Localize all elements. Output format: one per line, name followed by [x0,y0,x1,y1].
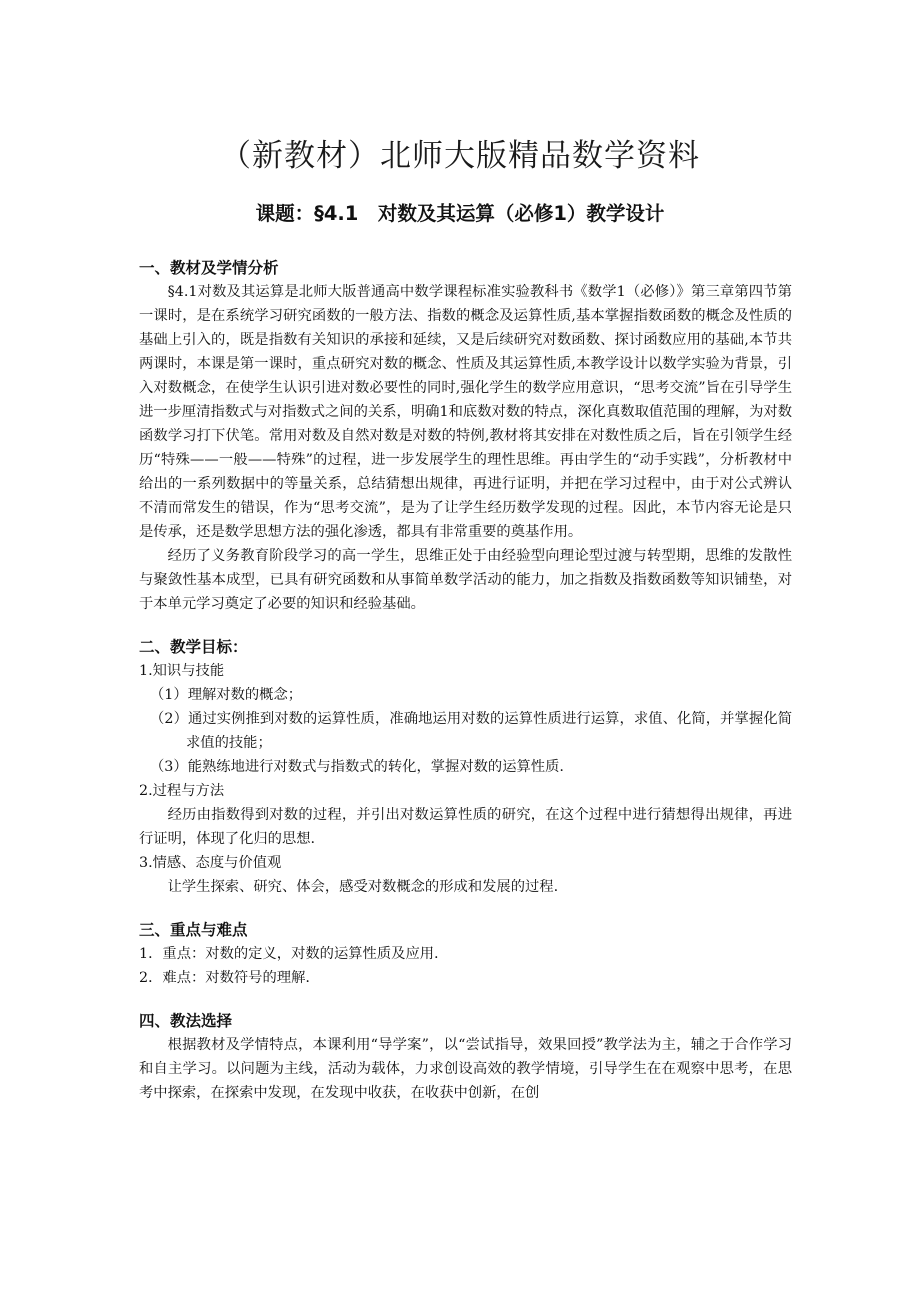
document-body [139,256,792,1105]
keypoint-item-1: 1．重点：对数的定义，对数的运算性质及应用. [139,946,439,962]
section3-heading: 三、重点与难点 [139,921,248,939]
objective-knowledge-heading: 1.知识与技能 [139,663,225,679]
document-title: （新教材）北师大版精品数学资料 [220,138,700,174]
section4-heading: 四、教法选择 [139,1012,233,1030]
objective-process-text: 经历由指数得到对数的过程，并引出对数运算性质的研究，在这个过程中进行猜想得出规律，再进行证明，体现了化归的思想. [139,807,792,847]
lesson-title: 课题：§4.1 对数及其运算（必修1）教学设计 [255,202,665,225]
section1-heading: 一、教材及学情分析 [139,259,279,277]
section1-paragraph-2: 经历了义务教育阶段学习的高一学生，思维正处于由经验型向理论型过渡与转型期，思维的发散性与聚敛性基本成型，已具有研究函数和从事简单数学活动的能力，加之指数及指数函数等知识铺垫，对于本单元学习奠定了必要的知识和经验基础。 [139,548,792,612]
keypoint-item-2: 2．难点：对数符号的理解. [139,970,310,986]
section1-paragraph-1: §4.1对数及其运算是北师大版普通高中数学课程标准实验教科书《数学1（必修）》第三章第四节第一课时，是在系统学习研究函数的一般方法、指数的概念及运算性质,基本掌握指数函数的概念及性质的基础上引入的，既是指数有关知识的承接和延续，又是后续研究对数函数、探讨函数应用的基础,本节共两课时，本课是第一课时，重点研究对数的概念、性质及其运算性质,本教学设计以数学实验为背景，引入对数概念，在使学生认识引进对数必要性的同时,强化学生的数学应用意识，“思考交流”旨在引导学生进一步厘清指数式与对指数式之间的关系，明确1和底数对数的特点，深化真数取值范围的理解，为对数函数学习打下伏笔。常用对数及自然对数是对数的特例,教材将其安排在对数性质之后，旨在引领学生经历“特殊——一般——特殊”的过程，进一步发展学生的理性思维。再由学生的“动手实践”，分析教材中给出的一系列数据中的等量关系，总结猜想出规律，再进行证明，并把在学习过程中，由于对公式辨认不清而常发生的错误，作为“思考交流”，是为了让学生经历数学发现的过程。因此，本节内容无论是只是传承，还是数学思想方法的强化渗透，都具有非常重要的奠基作用。 [139,284,792,540]
objective-emotion-text: 让学生探索、研究、体会，感受对数概念的形成和发展的过程. [167,879,559,895]
objective-item-1: （1）理解对数的概念； [150,687,303,703]
objective-process-heading: 2.过程与方法 [139,783,225,799]
section2-heading: 二、教学目标： [139,638,248,656]
objective-item-3: （3）能熟练地进行对数式与指数式的转化，掌握对数的运算性质. [150,759,564,775]
objective-emotion-heading: 3.情感、态度与价值观 [139,855,282,871]
objective-item-2: （2）通过实例推到对数的运算性质，准确地运用对数的运算性质进行运算，求值、化简，并掌握化简求值的技能； [150,711,792,751]
section4-paragraph-1: 根据教材及学情特点，本课利用“导学案”，以“尝试指导，效果回授”教学法为主，辅之于合作学习和自主学习。以问题为主线，活动为载体，力求创设高效的教学情境，引导学生在在观察中思考，在思考中探索，在探索中发现，在发现中收获，在收获中创新，在创 [139,1037,792,1101]
